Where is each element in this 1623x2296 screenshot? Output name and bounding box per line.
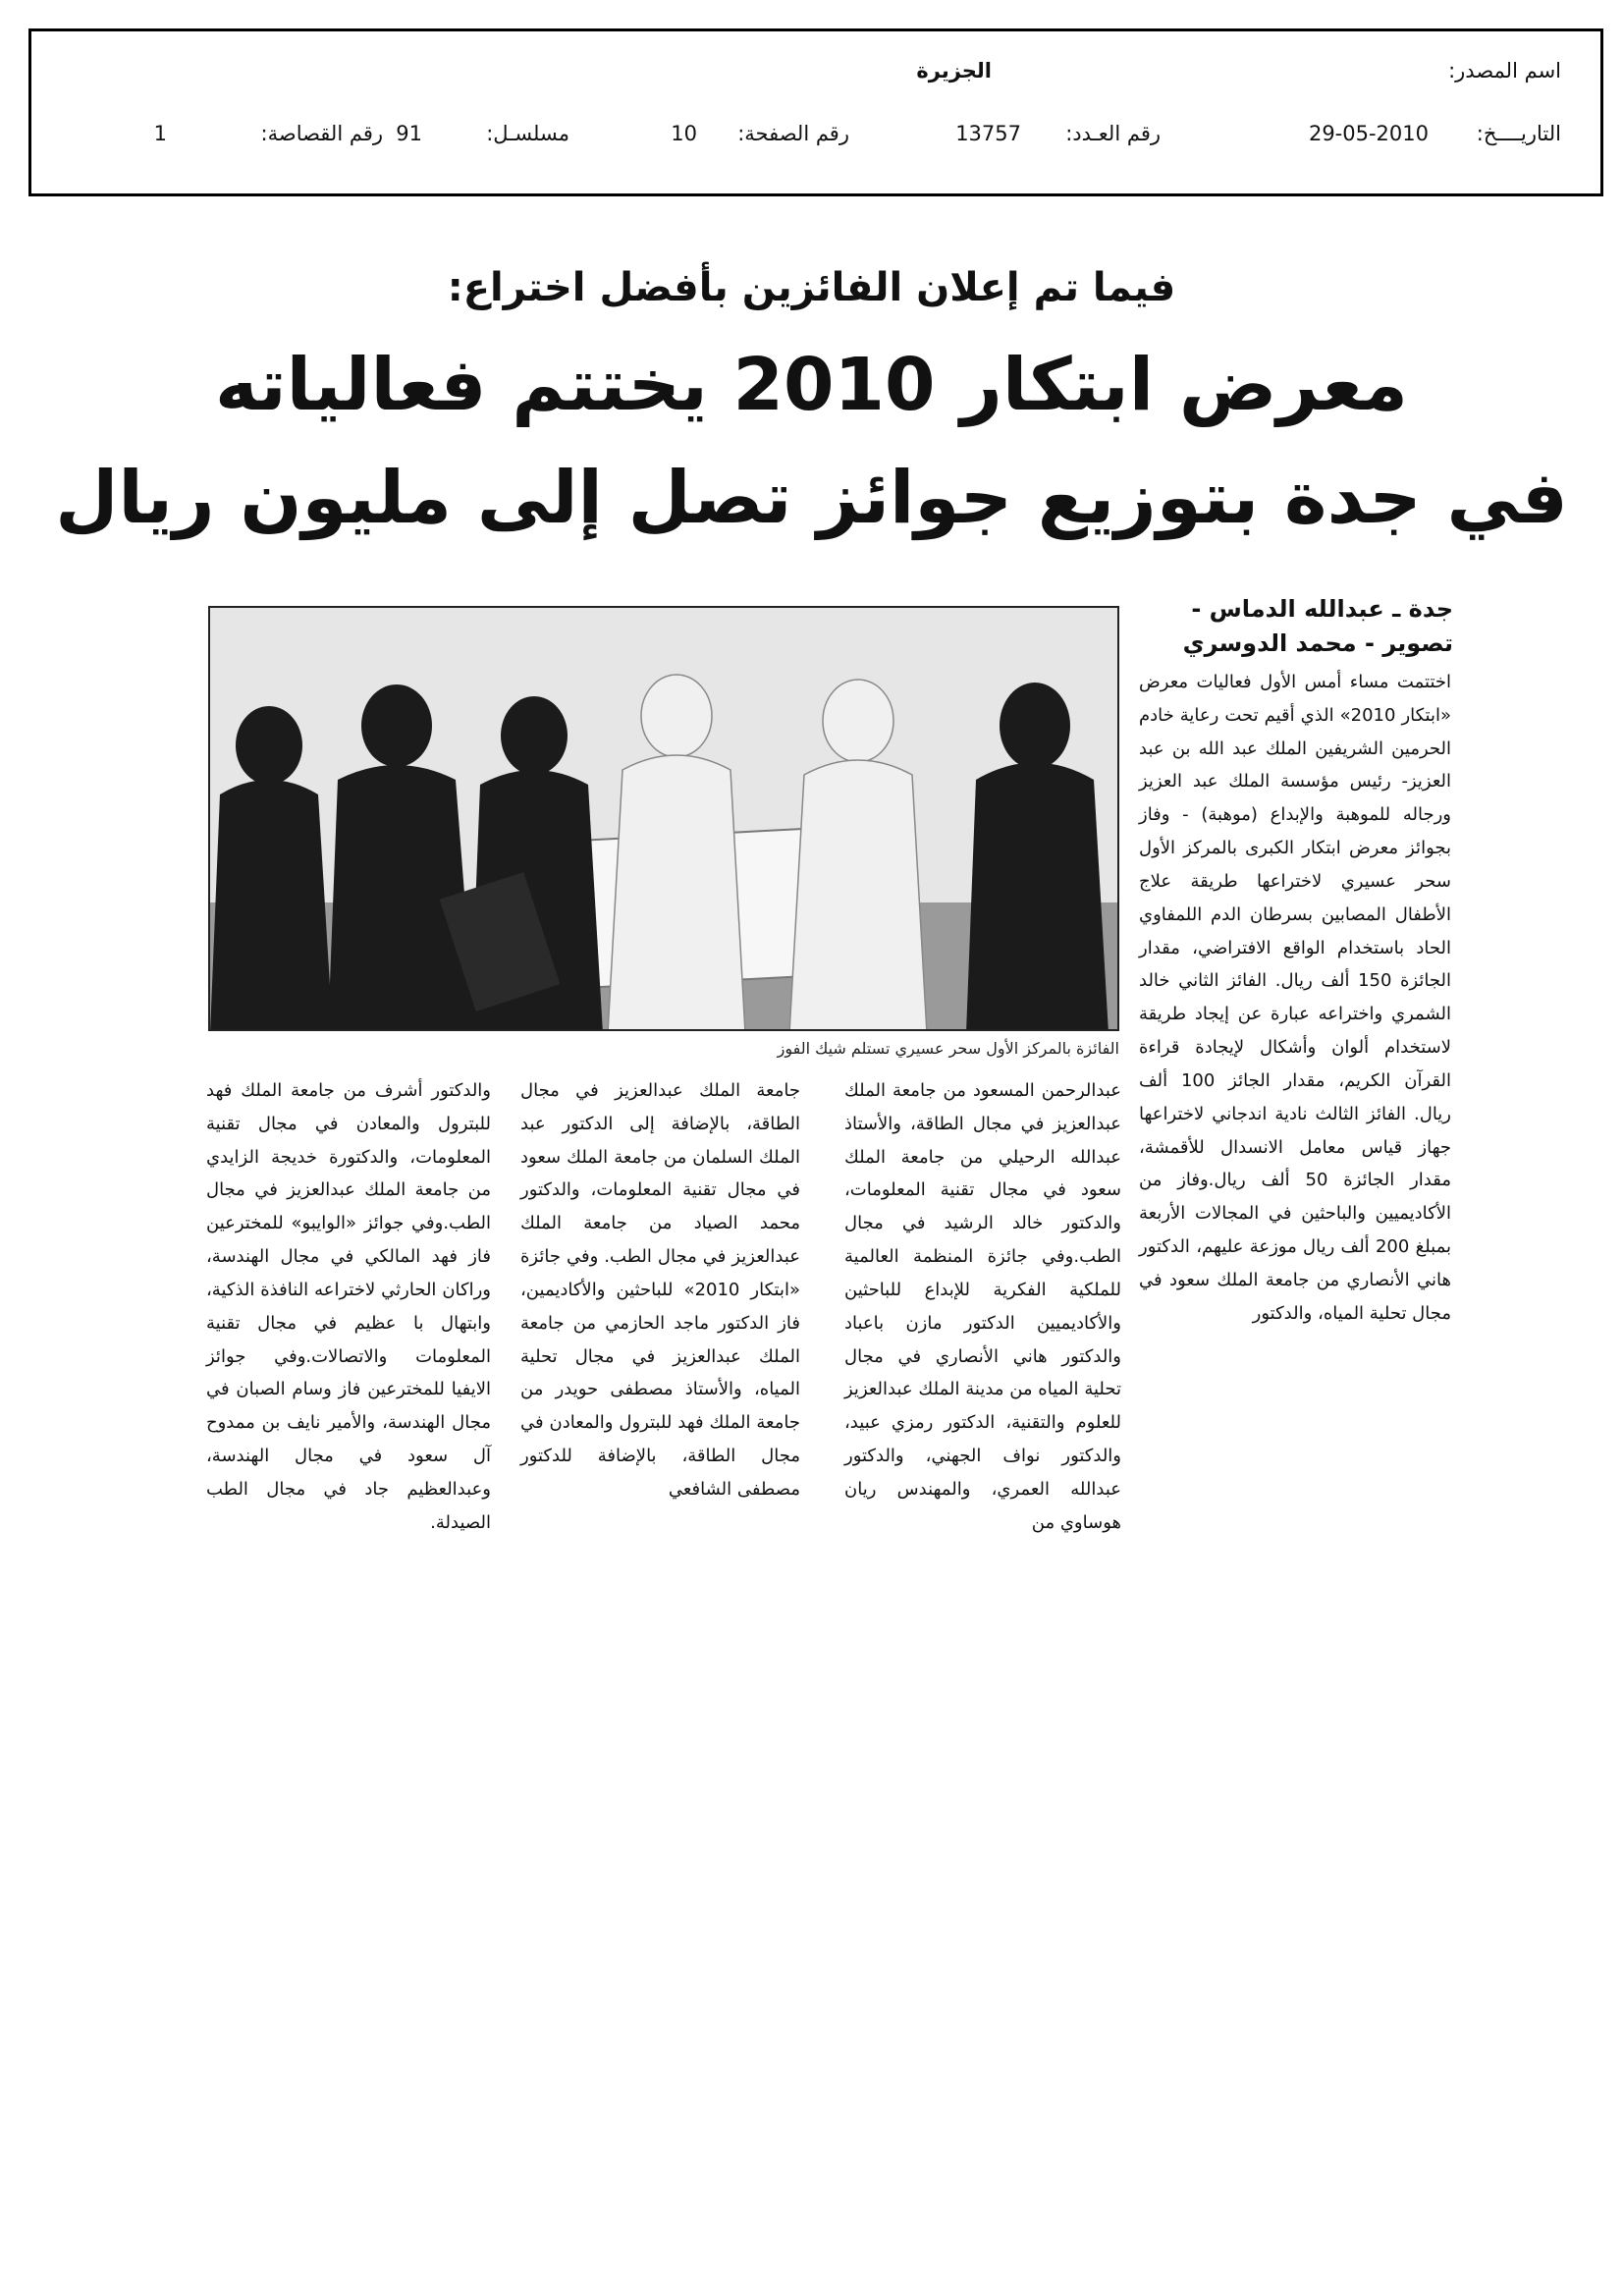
- clipping-header: [28, 28, 1603, 196]
- headline-line-1: معرض ابتكار 2010 يختتم فعالياته: [215, 343, 1408, 427]
- article-kicker: فيما تم إعلان الفائزين بأفضل اختراع:: [447, 265, 1176, 310]
- article-photo: [208, 606, 1119, 1031]
- clip-value: 1: [153, 122, 167, 145]
- serial-label: مسلسـل:: [486, 122, 569, 145]
- source-label: اسم المصدر:: [1448, 59, 1561, 82]
- article-column-3: جامعة الملك عبدالعزيز في مجال الطاقة، بالإضافة إلى الدكتور عبد الملك السلمان من جامعة الملك سعود في مجال تقنية المعلومات، والدكتور محمد الصياد من جامعة الملك عبدالعزيز في مجال الطب. وفي جائزة «ابتكار 2010» للباحثين والأكاديمين، فاز الدكتور ماجد الحازمي من جامعة الملك عبدالعزيز في مجال تحلية المياه، والأستاذ مصطفى حويدر من جامعة الملك فهد للبترول والمعادن في مجال الطاقة، بالإضافة للدكتور مصطفى الشافعي: [520, 1080, 800, 1500]
- article-column-2: عبدالرحمن المسعود من جامعة الملك عبدالعزيز في مجال الطاقة، والأستاذ عبدالله الرحيلي من جامعة الملك سعود في مجال تقنية المعلومات، والدكتور خالد الرشيد في مجال الطب.وفي جائزة المنظمة العالمية للملكية الفكرية للإبداع للباحثين والأكاديميين الدكتور مازن باعباد والدكتور هاني الأنصاري في مجال تحلية المياه من مدينة الملك عبدالعزيز للعلوم والتقنية، الدكتور رمزي عبيد، والدكتور نواف الجهني، والدكتور عبدالله العمري، والمهندس ريان هوساوي من: [844, 1080, 1121, 1533]
- article-column-1: اختتمت مساء أمس الأول فعاليات معرض «ابتكار 2010» الذي أقيم تحت رعاية خادم الحرمين الشريفين الملك عبد الله بن عبد العزيز- رئيس مؤسسة الملك عبد العزيز ورجاله للموهبة والإبداع (موهبة) - وفاز بجوائز معرض ابتكار الكبرى بالمركز الأول سحر عسيري لاختراعها طريقة علاج الأطفال المصابين بسرطان الدم اللمفاوي الحاد باستخدام الواقع الافتراضي، مقدار الجائزة 150 ألف ريال. الفائز الثاني خالد الشمري واختراعه عبارة عن إيجاد طريقة لاستخدام ألوان وأشكال لإيجادة قراءة القرآن الكريم، مقدار الجائز 100 ألف ريال. الفائز الثالث نادية اندجاني لاختراعها جهاز قياس معامل الانسدال للأقمشة، مقدار الجائزة 50 ألف ريال.وفاز من الأكاديميين والباحثين في المجالات الأربعة بمبلغ 200 ألف ريال موزعة عليهم، الدكتور هاني الأنصاري من جامعة الملك سعود في مجال تحلية المياه، والدكتور: [1139, 672, 1452, 1324]
- headline-line-2: في جدة بتوزيع جوائز تصل إلى مليون ريال: [55, 456, 1568, 540]
- serial-value: 91: [396, 122, 422, 145]
- date-value: 29-05-2010: [1308, 122, 1429, 145]
- issue-value: 13757: [955, 122, 1021, 145]
- award-ceremony-photo: [210, 608, 1119, 1031]
- date-label: التاريــــخ:: [1476, 122, 1561, 145]
- issue-label: رقم العـدد:: [1065, 122, 1161, 145]
- page-label: رقم الصفحة:: [737, 122, 849, 145]
- clip-label: رقم القصاصة:: [260, 122, 383, 145]
- photo-caption: الفائزة بالمركز الأول سحر عسيري تستلم شيك الفوز: [777, 1039, 1119, 1058]
- article-byline: جدة ـ عبدالله الدماس - تصوير - محمد الدوسري: [1182, 595, 1453, 657]
- article-column-4: والدكتور أشرف من جامعة الملك فهد للبترول والمعادن في مجال تقنية المعلومات، والدكتورة خديجة الزايدي من جامعة الملك عبدالعزيز في مجال الطب.وفي جوائز «الوايبو» للمخترعين فاز فهد المالكي في مجال الهندسة، وراكان الحارثي لاختراعه النافذة الذكية، وابتهال با عظيم في مجال تقنية المعلومات والاتصالات.وفي جوائز الايفيا للمخترعين فاز وسام الصبان في مجال الهندسة، والأمير نايف بن ممدوح آل سعود في مجال الهندسة، وعبدالعظيم جاد في مجال الطب الصيدلة.: [206, 1080, 491, 1533]
- page-value: 10: [671, 122, 697, 145]
- source-value: الجزيرة: [916, 59, 992, 82]
